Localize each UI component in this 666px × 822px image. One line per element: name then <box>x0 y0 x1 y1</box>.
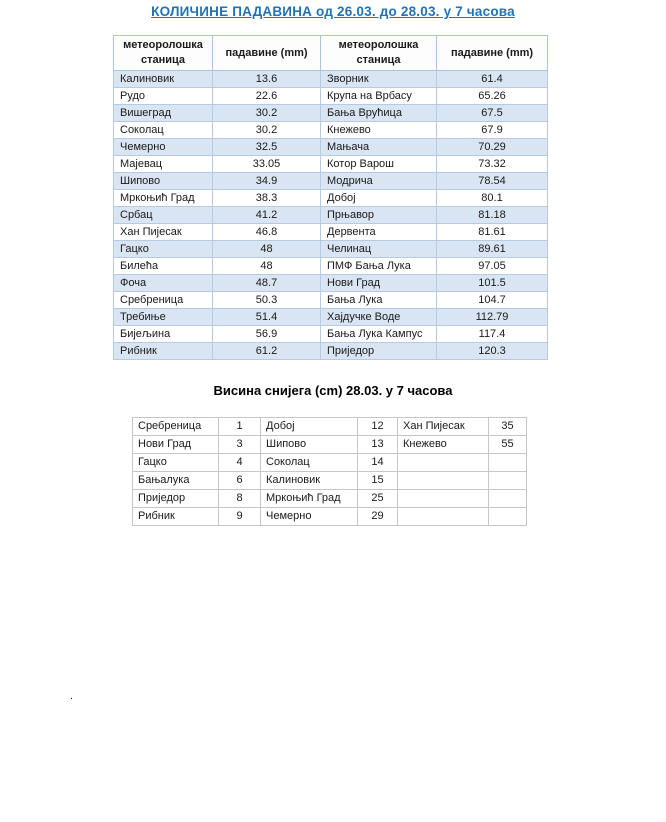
station-cell: Прњавор <box>321 207 437 224</box>
value-cell: 67.9 <box>437 122 548 139</box>
value-cell: 30.2 <box>213 105 321 122</box>
station-cell: Соколац <box>261 454 358 472</box>
station-cell: Соколац <box>114 122 213 139</box>
value-cell: 117.4 <box>437 326 548 343</box>
value-cell: 61.4 <box>437 71 548 88</box>
value-cell: 38.3 <box>213 190 321 207</box>
station-cell: Бања Врућица <box>321 105 437 122</box>
station-cell: Шипово <box>261 436 358 454</box>
snow-section-title: Висина снијега (cm) 28.03. у 7 часова <box>213 383 453 398</box>
station-cell: Гацко <box>114 241 213 258</box>
station-cell: Добој <box>321 190 437 207</box>
station-cell: Чемерно <box>114 139 213 156</box>
value-cell: 6 <box>219 472 261 490</box>
value-cell: 29 <box>358 508 398 526</box>
column-header-precipitation: падавине (mm) <box>213 36 321 71</box>
station-cell: Вишеград <box>114 105 213 122</box>
station-cell: Шипово <box>114 173 213 190</box>
table-row <box>114 105 548 122</box>
station-cell: Сребреница <box>133 418 219 436</box>
value-cell: 50.3 <box>213 292 321 309</box>
value-cell: 51.4 <box>213 309 321 326</box>
station-cell: Мркоњић Град <box>114 190 213 207</box>
value-cell: 67.5 <box>437 105 548 122</box>
value-cell: 35 <box>489 418 527 436</box>
table-row <box>114 258 548 275</box>
station-cell: Мркоњић Град <box>261 490 358 508</box>
station-cell: Требиње <box>114 309 213 326</box>
value-cell: 73.32 <box>437 156 548 173</box>
value-cell: 81.18 <box>437 207 548 224</box>
table-row <box>133 436 527 454</box>
value-cell: 12 <box>358 418 398 436</box>
value-cell: 4 <box>219 454 261 472</box>
station-cell: Рибник <box>133 508 219 526</box>
value-cell: 48 <box>213 258 321 275</box>
table-row <box>114 207 548 224</box>
value-cell: 70.29 <box>437 139 548 156</box>
value-cell: 30.2 <box>213 122 321 139</box>
station-cell: Србац <box>114 207 213 224</box>
table-row <box>133 490 527 508</box>
table-row <box>133 454 527 472</box>
value-cell: 56.9 <box>213 326 321 343</box>
station-cell: Рудо <box>114 88 213 105</box>
station-cell: Бања Лука Кампус <box>321 326 437 343</box>
precipitation-table-body <box>114 71 548 360</box>
station-cell: Мајевац <box>114 156 213 173</box>
value-cell: 22.6 <box>213 88 321 105</box>
station-cell: Хан Пијесак <box>398 418 489 436</box>
value-cell: 1 <box>219 418 261 436</box>
station-cell: Добој <box>261 418 358 436</box>
column-header-station: метеоролошка станица <box>321 36 437 71</box>
station-cell: Приједор <box>321 343 437 360</box>
station-cell <box>398 508 489 526</box>
table-row <box>114 292 548 309</box>
value-cell: 41.2 <box>213 207 321 224</box>
station-cell: Бијељина <box>114 326 213 343</box>
table-row <box>114 122 548 139</box>
table-header-row <box>114 36 548 71</box>
snow-table-body <box>133 418 527 526</box>
station-cell: Зворник <box>321 71 437 88</box>
station-cell: Гацко <box>133 454 219 472</box>
station-cell: Крупа на Врбасу <box>321 88 437 105</box>
value-cell: 120.3 <box>437 343 548 360</box>
station-cell: Дервента <box>321 224 437 241</box>
station-cell <box>398 454 489 472</box>
value-cell: 13 <box>358 436 398 454</box>
value-cell: 61.2 <box>213 343 321 360</box>
value-cell: 14 <box>358 454 398 472</box>
table-row <box>133 472 527 490</box>
table-row <box>114 139 548 156</box>
value-cell: 81.61 <box>437 224 548 241</box>
station-cell: Бањалука <box>133 472 219 490</box>
station-cell: Хан Пијесак <box>114 224 213 241</box>
table-row <box>114 71 548 88</box>
station-cell: Хајдучке Воде <box>321 309 437 326</box>
table-row <box>114 88 548 105</box>
station-cell: Сребреница <box>114 292 213 309</box>
value-cell: 33.05 <box>213 156 321 173</box>
value-cell: 97.05 <box>437 258 548 275</box>
table-row <box>133 508 527 526</box>
precipitation-table <box>113 35 548 360</box>
value-cell <box>489 508 527 526</box>
table-row <box>114 156 548 173</box>
column-header-station: метеоролошка станица <box>114 36 213 71</box>
station-cell: Мањача <box>321 139 437 156</box>
value-cell <box>489 454 527 472</box>
column-header-precipitation: падавине (mm) <box>437 36 548 71</box>
value-cell: 34.9 <box>213 173 321 190</box>
value-cell: 65.26 <box>437 88 548 105</box>
value-cell: 101.5 <box>437 275 548 292</box>
table-row <box>114 309 548 326</box>
station-cell: Кнежево <box>321 122 437 139</box>
station-cell: Челинац <box>321 241 437 258</box>
table-row <box>114 224 548 241</box>
table-row <box>114 173 548 190</box>
value-cell: 104.7 <box>437 292 548 309</box>
value-cell: 25 <box>358 490 398 508</box>
station-cell: Котор Варош <box>321 156 437 173</box>
table-row <box>114 241 548 258</box>
table-row <box>114 343 548 360</box>
station-cell: Калиновик <box>114 71 213 88</box>
stray-period-mark: . <box>70 690 74 702</box>
value-cell <box>489 472 527 490</box>
value-cell: 48 <box>213 241 321 258</box>
value-cell: 13.6 <box>213 71 321 88</box>
value-cell: 80.1 <box>437 190 548 207</box>
value-cell: 15 <box>358 472 398 490</box>
station-cell: Кнежево <box>398 436 489 454</box>
station-cell: Фоча <box>114 275 213 292</box>
table-row <box>114 326 548 343</box>
station-cell: Приједор <box>133 490 219 508</box>
value-cell: 46.8 <box>213 224 321 241</box>
table-row <box>133 418 527 436</box>
snow-height-table <box>132 417 527 526</box>
table-row <box>114 190 548 207</box>
station-cell: Нови Град <box>133 436 219 454</box>
station-cell: ПМФ Бања Лука <box>321 258 437 275</box>
station-cell: Чемерно <box>261 508 358 526</box>
station-cell: Нови Град <box>321 275 437 292</box>
value-cell: 3 <box>219 436 261 454</box>
station-cell: Калиновик <box>261 472 358 490</box>
value-cell: 48.7 <box>213 275 321 292</box>
value-cell: 89.61 <box>437 241 548 258</box>
station-cell <box>398 490 489 508</box>
value-cell: 55 <box>489 436 527 454</box>
value-cell: 112.79 <box>437 309 548 326</box>
station-cell: Рибник <box>114 343 213 360</box>
value-cell: 9 <box>219 508 261 526</box>
station-cell <box>398 472 489 490</box>
page-title: КОЛИЧИНЕ ПАДАВИНА од 26.03. до 28.03. у 7 часова <box>151 4 515 19</box>
station-cell: Модрича <box>321 173 437 190</box>
value-cell: 8 <box>219 490 261 508</box>
station-cell: Бања Лука <box>321 292 437 309</box>
value-cell <box>489 490 527 508</box>
value-cell: 32.5 <box>213 139 321 156</box>
value-cell: 78.54 <box>437 173 548 190</box>
station-cell: Билећа <box>114 258 213 275</box>
precipitation-table-header <box>114 36 548 71</box>
table-row <box>114 275 548 292</box>
